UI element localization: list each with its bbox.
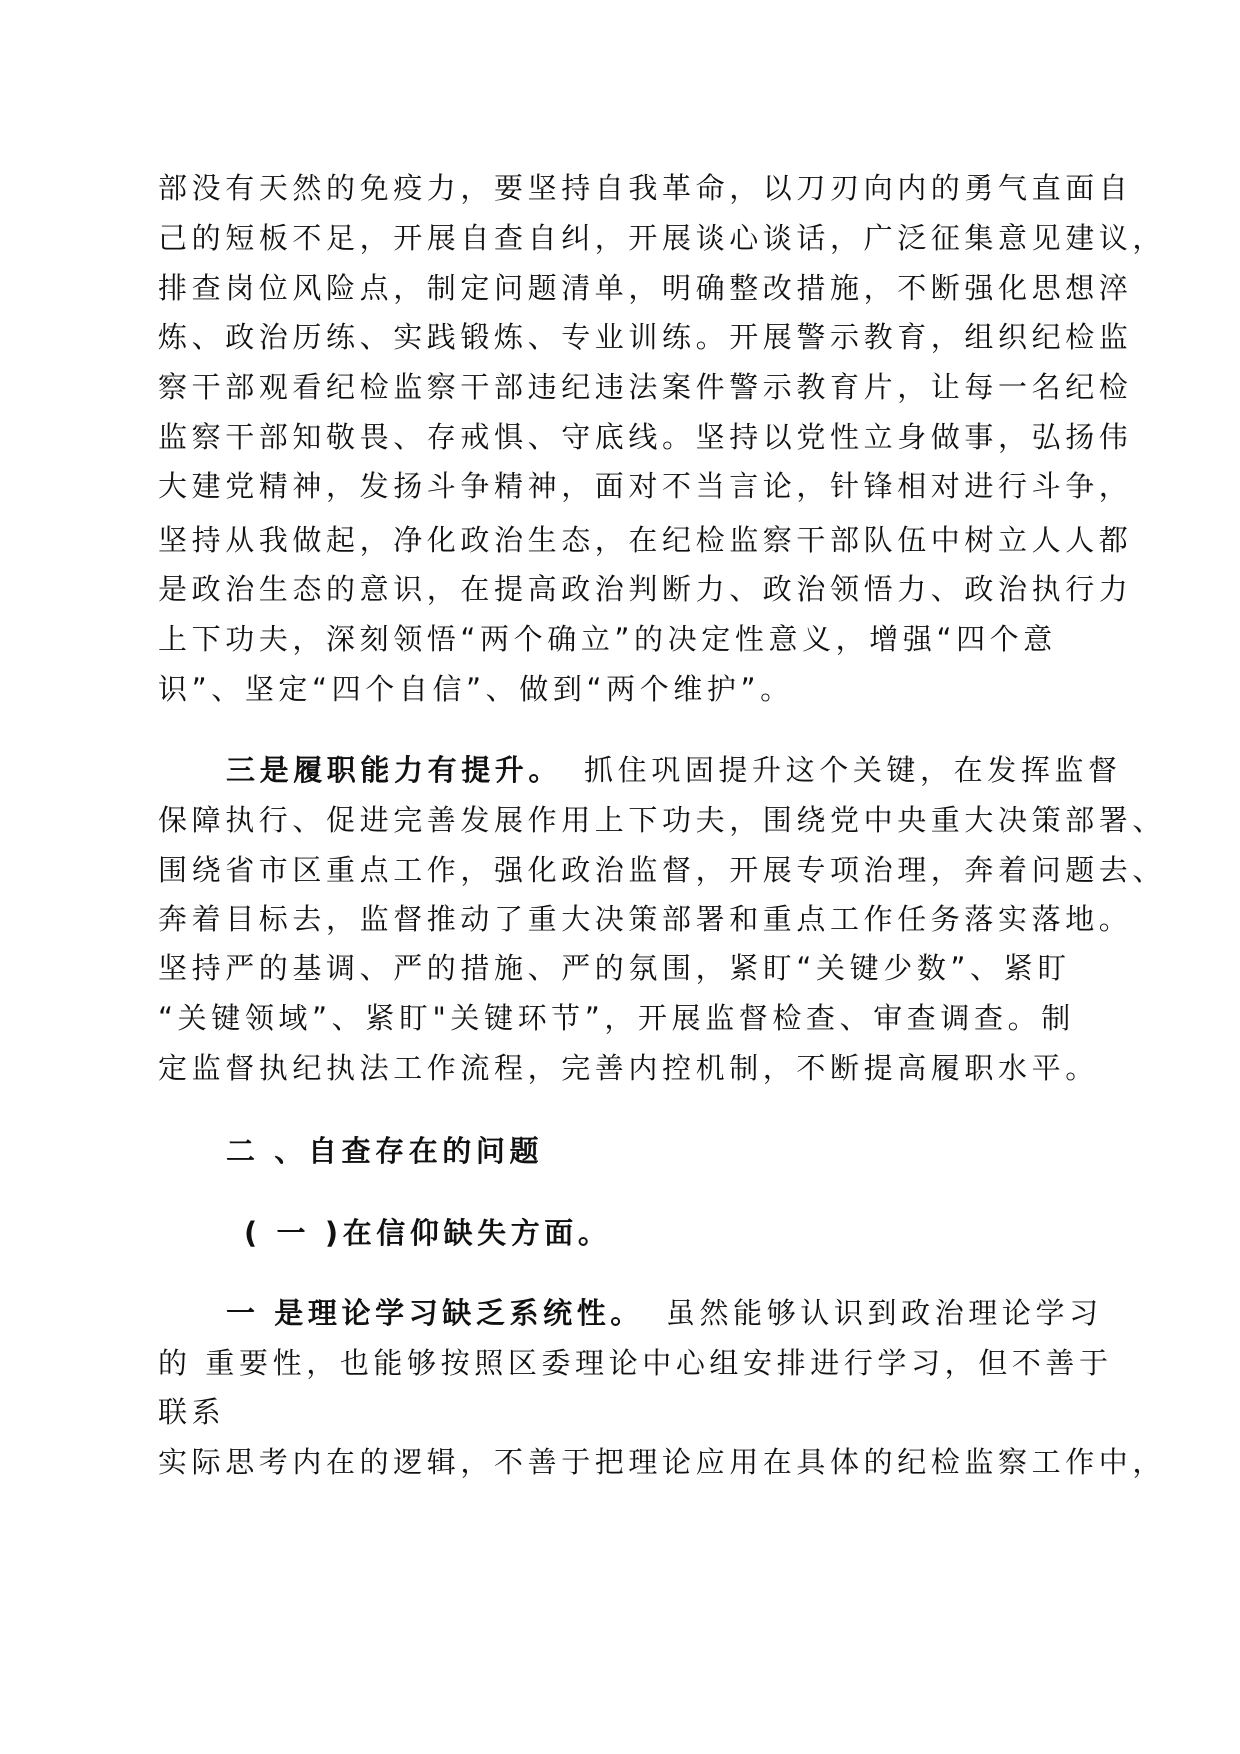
paragraph-line: 坚持从我做起，净化政治生态，在纪检监察干部队伍中树立人人都 — [158, 523, 1133, 557]
paragraph-lead: 一 是理论学习缺乏系统性。 — [226, 1296, 644, 1330]
paragraph-first-line — [226, 1296, 1103, 1330]
paragraph-line: 的 重要性，也能够按照区委理论中心组安排进行学习，但不善于 — [158, 1346, 1113, 1380]
paragraph-line: “关键领域”、紧盯"关键环节”，开展监督检查、审查调查。制 — [158, 1001, 1075, 1035]
paragraph-line: 奔着目标去，监督推动了重大决策部署和重点工作任务落实落地。 — [158, 902, 1133, 936]
paragraph-line: 是政治生态的意识，在提高政治判断力、政治领悟力、政治执行力 — [158, 572, 1133, 606]
sub-heading: ( 一 )在信仰缺失方面。 — [244, 1216, 612, 1250]
paragraph-line: 部没有天然的免疫力，要坚持自我革命，以刀刃向内的勇气直面自 — [158, 171, 1133, 205]
paragraph-first-line — [226, 753, 1122, 787]
paragraph-line: 监察干部知敬畏、存戒惧、守底线。坚持以党性立身做事，弘扬伟 — [158, 420, 1133, 454]
paragraph-line: 定监督执纪执法工作流程，完善内控机制，不断提高履职水平。 — [158, 1051, 1099, 1085]
section-heading: 二 、自查存在的问题 — [226, 1134, 544, 1168]
paragraph-text: 虽然能够认识到政治理论学习 — [665, 1296, 1103, 1330]
paragraph-line: 己的短板不足，开展自查自纠，开展谈心谈话，广泛征集意见建议， — [158, 221, 1167, 255]
paragraph-line: 联系 — [158, 1395, 226, 1429]
paragraph-line: 坚持严的基调、严的措施、严的氛围，紧盯“关键少数”、紧盯 — [158, 951, 1071, 985]
paragraph-line: 察干部观看纪检监察干部违纪违法案件警示教育片，让每一名纪检 — [158, 370, 1133, 404]
paragraph-line: 识”、坚定“四个自信”、做到“两个维护”。 — [158, 672, 794, 706]
paragraph-line: 大建党精神，发扬斗争精神，面对不当言论，针锋相对进行斗争， — [158, 469, 1133, 503]
paragraph-line: 上下功夫，深刻领悟“两个确立”的决定性意义，增强“四个意 — [158, 622, 1057, 656]
paragraph-line: 实际思考内在的逻辑，不善于把理论应用在具体的纪检监察工作中， — [158, 1445, 1167, 1479]
paragraph-line: 围绕省市区重点工作，强化政治监督，开展专项治理，奔着问题去、 — [158, 853, 1167, 887]
paragraph-line: 炼、政治历练、实践锻炼、专业训练。开展警示教育，组织纪检监 — [158, 320, 1133, 354]
paragraph-line: 排查岗位风险点，制定问题清单，明确整改措施，不断强化思想淬 — [158, 271, 1133, 305]
paragraph-line: 保障执行、促进完善发展作用上下功夫，围绕党中央重大决策部署、 — [158, 803, 1167, 837]
paragraph-text: 抓住巩固提升这个关键，在发挥监督 — [584, 753, 1122, 787]
paragraph-lead: 三是履职能力有提升。 — [226, 753, 563, 787]
